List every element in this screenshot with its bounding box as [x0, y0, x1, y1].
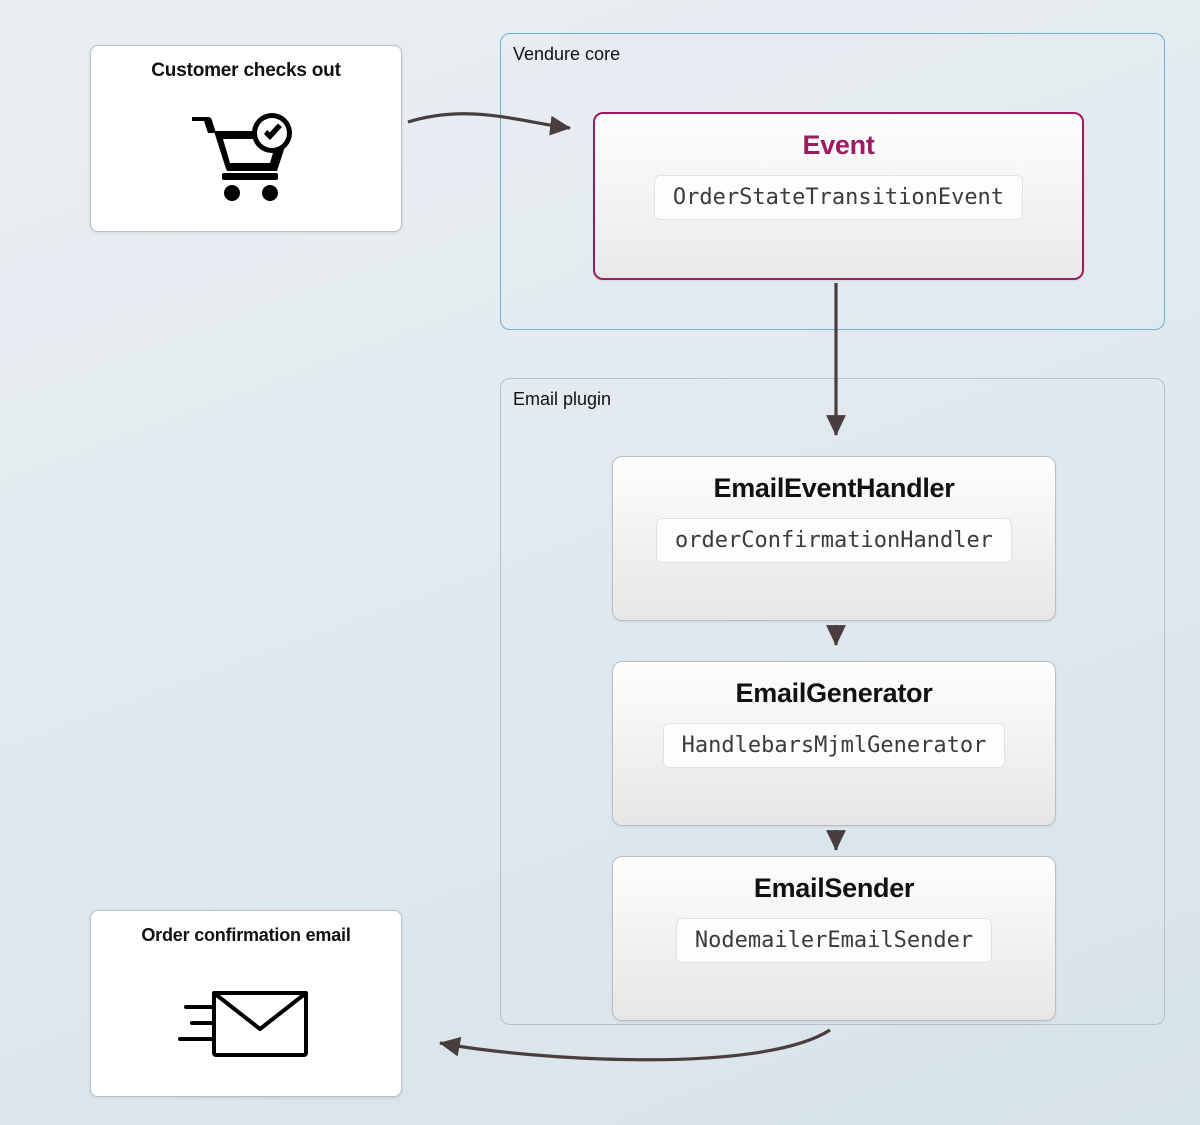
node-email-generator	[612, 661, 1056, 826]
node-email-sender-code: NodemailerEmailSender	[676, 918, 992, 963]
output-card-order-confirmation-email	[90, 910, 402, 1097]
shopping-cart-check-icon	[91, 82, 401, 231]
input-card-customer-checkout	[90, 45, 402, 232]
node-event-code: OrderStateTransitionEvent	[654, 175, 1023, 220]
edge-sender-to-email	[440, 1030, 830, 1060]
output-card-label: Order confirmation email	[141, 925, 351, 945]
node-event	[593, 112, 1084, 280]
node-email-generator-title: EmailGenerator	[735, 678, 933, 708]
node-email-sender	[612, 856, 1056, 1021]
input-card-label: Customer checks out	[151, 60, 341, 81]
node-email-generator-code: HandlebarsMjmlGenerator	[663, 723, 1006, 768]
group-label-vendure-core: Vendure core	[513, 44, 621, 64]
node-email-event-handler-code: orderConfirmationHandler	[656, 518, 1012, 563]
node-email-event-handler-title: EmailEventHandler	[713, 473, 955, 503]
node-email-sender-title: EmailSender	[753, 873, 915, 903]
group-label-email-plugin: Email plugin	[513, 389, 612, 409]
node-event-title: Event	[802, 130, 875, 160]
node-email-event-handler	[612, 456, 1056, 621]
envelope-icon	[91, 946, 401, 1096]
